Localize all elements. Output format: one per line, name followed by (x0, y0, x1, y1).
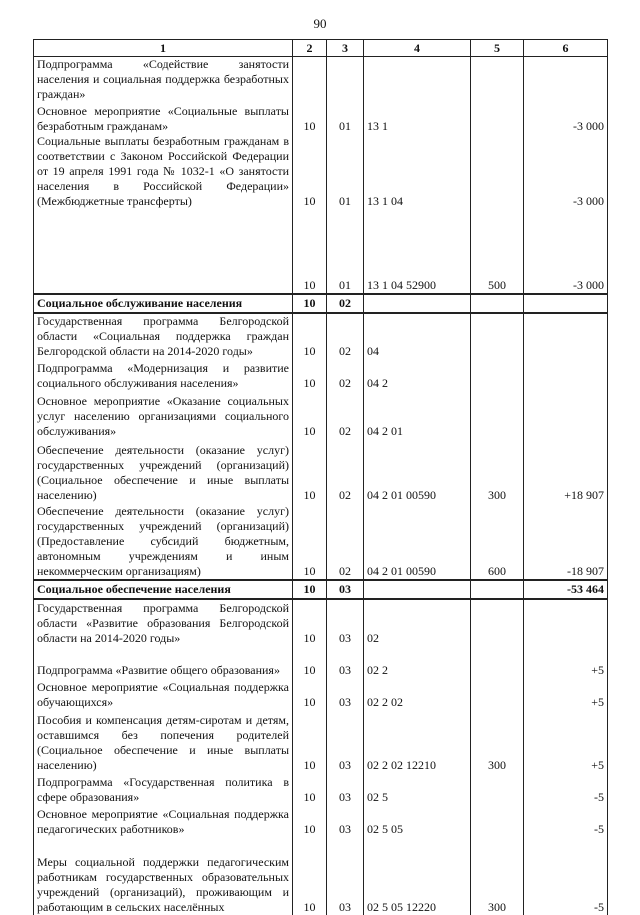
header-col-4: 4 (364, 40, 471, 57)
row-expense-type (471, 391, 524, 439)
row-target-code: 04 2 01 (364, 391, 471, 439)
row-amount: -3 000 (524, 134, 608, 209)
row-amount: +5 (524, 710, 608, 773)
row-expense-type (471, 102, 524, 134)
header-col-5: 5 (471, 40, 524, 57)
row-name: Обеспечение деятельности (оказание услуг) государственных учреждений (организаций) (Социальное обеспечение и иные выплаты населению) (34, 439, 293, 503)
row-expense-type (471, 359, 524, 391)
table-row (34, 313, 608, 359)
table-row (34, 439, 608, 503)
row-subsection-code: 03 (327, 773, 364, 805)
table-row (34, 805, 608, 837)
row-target-code: 04 2 (364, 359, 471, 391)
row-target-code: 02 5 05 (364, 805, 471, 837)
row-expense-type (471, 580, 524, 599)
row-expense-type (471, 805, 524, 837)
row-section-code: 10 (293, 710, 327, 773)
row-subsection-code: 02 (327, 391, 364, 439)
table-row (34, 646, 608, 678)
row-section-code: 10 (293, 134, 327, 209)
row-name: Меры социальной поддержки педагогическим работникам государственных образовательных учреждений (организаций), проживающим и работающим в сельских населённых (34, 837, 293, 915)
row-amount (524, 57, 608, 103)
row-amount: +18 907 (524, 439, 608, 503)
row-section-code: 10 (293, 580, 327, 599)
page-number: 90 (313, 16, 327, 31)
row-target-code (364, 57, 471, 103)
row-target-code: 02 2 02 (364, 678, 471, 710)
table-row (34, 209, 608, 294)
table-row (34, 678, 608, 710)
row-subsection-code (327, 57, 364, 103)
row-name: Государственная программа Белгородской области «Развитие образования Белгородской области на 2014-2020 годы» (34, 599, 293, 646)
row-subsection-code: 01 (327, 209, 364, 294)
row-target-code: 02 5 (364, 773, 471, 805)
row-section-code: 10 (293, 678, 327, 710)
row-name: Основное мероприятие «Социальные выплаты безработным гражданам» (34, 102, 293, 134)
row-target-code: 13 1 04 (364, 134, 471, 209)
table-row (34, 710, 608, 773)
row-target-code (364, 580, 471, 599)
row-target-code: 04 2 01 00590 (364, 503, 471, 580)
row-name: Подпрограмма «Развитие общего образования» (34, 646, 293, 678)
row-section-code: 10 (293, 646, 327, 678)
row-expense-type: 600 (471, 503, 524, 580)
row-section-code: 10 (293, 805, 327, 837)
row-name: Социальное обеспечение населения (34, 580, 293, 599)
row-section-code: 10 (293, 209, 327, 294)
row-name: Обеспечение деятельности (оказание услуг) государственных учреждений (организаций) (Предоставление субсидий бюджетным, автономным учреждениям и иным некоммерческим организациям) (34, 503, 293, 580)
row-section-code: 10 (293, 503, 327, 580)
row-name: Подпрограмма «Содействие занятости населения и социальная поддержка безработных граждан» (34, 57, 293, 103)
row-target-code: 13 1 (364, 102, 471, 134)
row-expense-type (471, 773, 524, 805)
row-target-code: 02 2 (364, 646, 471, 678)
row-name: Основное мероприятие «Социальная поддержка педагогических работников» (34, 805, 293, 837)
row-section-code: 10 (293, 599, 327, 646)
row-amount: -5 (524, 805, 608, 837)
row-target-code: 02 2 02 12210 (364, 710, 471, 773)
row-name: Основное мероприятие «Социальная поддержка обучающихся» (34, 678, 293, 710)
row-expense-type (471, 599, 524, 646)
row-section-code: 10 (293, 294, 327, 313)
header-col-1: 1 (34, 40, 293, 57)
row-subsection-code: 03 (327, 805, 364, 837)
row-name: Социальное обслуживание населения (34, 294, 293, 313)
table-header-row (34, 40, 608, 57)
row-amount (524, 294, 608, 313)
row-subsection-code: 03 (327, 599, 364, 646)
row-target-code: 13 1 04 52900 (364, 209, 471, 294)
row-subsection-code: 02 (327, 294, 364, 313)
table-row (34, 503, 608, 580)
row-subsection-code: 01 (327, 134, 364, 209)
row-target-code: 02 5 05 12220 (364, 837, 471, 915)
row-section-code: 10 (293, 773, 327, 805)
row-amount: -5 (524, 773, 608, 805)
row-name: Подпрограмма «Модернизация и развитие социального обслуживания населения» (34, 359, 293, 391)
header-col-3: 3 (327, 40, 364, 57)
row-subsection-code: 02 (327, 439, 364, 503)
row-amount: -3 000 (524, 209, 608, 294)
row-subsection-code: 02 (327, 503, 364, 580)
row-amount: -3 000 (524, 102, 608, 134)
row-name (34, 209, 293, 294)
table-row (34, 773, 608, 805)
row-subsection-code: 03 (327, 580, 364, 599)
row-expense-type: 300 (471, 710, 524, 773)
row-name: Основное мероприятие «Оказание социальных услуг населению организациями социального обслуживания» (34, 391, 293, 439)
row-section-code: 10 (293, 837, 327, 915)
section-row (34, 580, 608, 599)
row-section-code: 10 (293, 391, 327, 439)
row-amount: -18 907 (524, 503, 608, 580)
header-col-2: 2 (293, 40, 327, 57)
row-target-code: 04 (364, 313, 471, 359)
row-amount: +5 (524, 646, 608, 678)
row-name: Пособия и компенсация детям-сиротам и детям, оставшимся без попечения родителей (Социальное обеспечение и иные выплаты населению) (34, 710, 293, 773)
row-amount (524, 599, 608, 646)
row-expense-type (471, 646, 524, 678)
table-row (34, 102, 608, 134)
row-subsection-code: 03 (327, 678, 364, 710)
table-row (34, 599, 608, 646)
row-expense-type: 300 (471, 837, 524, 915)
row-expense-type (471, 313, 524, 359)
row-section-code: 10 (293, 439, 327, 503)
row-subsection-code: 02 (327, 313, 364, 359)
row-name: Подпрограмма «Государственная политика в сфере образования» (34, 773, 293, 805)
row-target-code: 02 (364, 599, 471, 646)
row-subsection-code: 03 (327, 710, 364, 773)
row-amount: -5 (524, 837, 608, 915)
row-expense-type (471, 134, 524, 209)
budget-table (33, 39, 608, 915)
row-amount (524, 391, 608, 439)
section-row (34, 294, 608, 313)
row-expense-type: 300 (471, 439, 524, 503)
row-section-code: 10 (293, 102, 327, 134)
table-row (34, 837, 608, 915)
row-name: Социальные выплаты безработным гражданам в соответствии с Законом Российской Федерации от 19 апреля 1991 года № 1032-1 «О занятости населения в Российской Федерации» (Межбюджетные трансферты) (34, 134, 293, 209)
row-subsection-code: 01 (327, 102, 364, 134)
row-expense-type (471, 294, 524, 313)
row-section-code (293, 57, 327, 103)
row-target-code: 04 2 01 00590 (364, 439, 471, 503)
table-row (34, 57, 608, 103)
row-expense-type: 500 (471, 209, 524, 294)
row-subsection-code: 03 (327, 837, 364, 915)
row-subsection-code: 02 (327, 359, 364, 391)
row-amount: -53 464 (524, 580, 608, 599)
row-target-code (364, 294, 471, 313)
row-section-code: 10 (293, 313, 327, 359)
row-subsection-code: 03 (327, 646, 364, 678)
header-col-6: 6 (524, 40, 608, 57)
row-expense-type (471, 678, 524, 710)
row-name: Государственная программа Белгородской области «Социальная поддержка граждан Белгородской области на 2014-2020 годы» (34, 313, 293, 359)
table-row (34, 391, 608, 439)
row-amount: +5 (524, 678, 608, 710)
table-row (34, 359, 608, 391)
row-amount (524, 359, 608, 391)
row-amount (524, 313, 608, 359)
table-row (34, 134, 608, 209)
row-expense-type (471, 57, 524, 103)
row-section-code: 10 (293, 359, 327, 391)
